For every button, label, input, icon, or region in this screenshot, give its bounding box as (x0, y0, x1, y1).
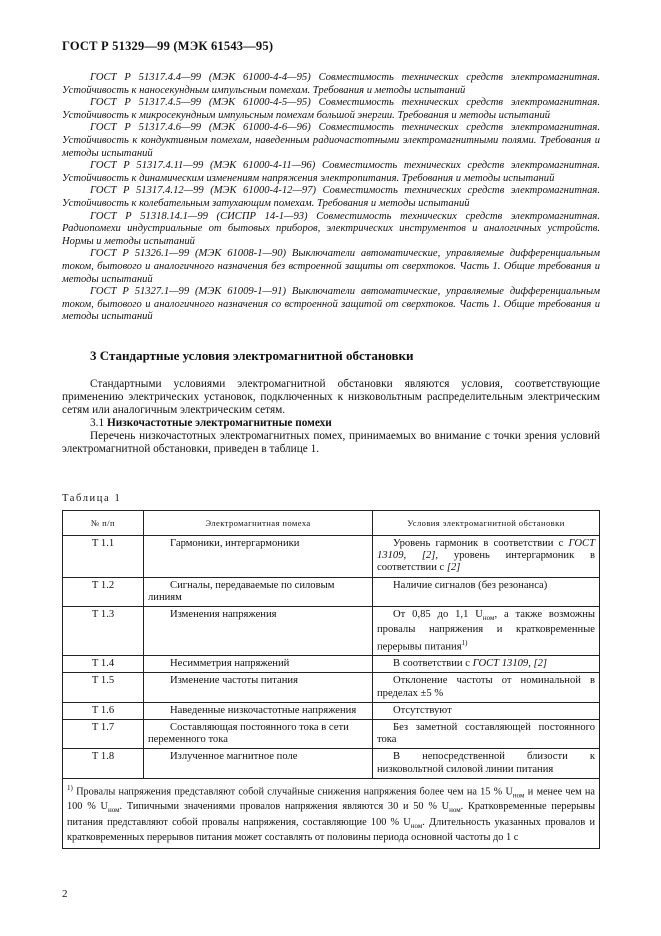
row-conditions: Наличие сигналов (без резонанса) (373, 577, 600, 606)
footnote-text: Провалы напряжения представляют собой случайные снижения напряжения более чем на 15 % U (72, 786, 513, 798)
footnote-subscript: ном (410, 821, 423, 830)
header-conditions: Условия электромагнитной обстановки (373, 511, 600, 536)
row-conditions (373, 607, 600, 656)
table-row (63, 702, 600, 719)
cond-text: Уровень гармоник в соответствии с (393, 538, 569, 549)
section-heading: 3 Стандартные условия электромагнитной обстановки (90, 348, 414, 363)
row-conditions: Отсутствуют (373, 702, 600, 719)
table-row (63, 656, 600, 673)
footnote-subscript: ном (107, 806, 120, 815)
row-disturbance: Несимметрия напряжений (144, 656, 373, 673)
reference-item: ГОСТ Р 51327.1—99 (МЭК 61009-1—91) Выключатели автоматические, управляемые дифференциальным током, бытового и аналогичного назначения со встроенной защитой от сверхтоков. Часть 1. Общие требования и методы испытаний (62, 286, 600, 323)
table-row (63, 673, 600, 702)
cond-text: , уровень интергармоник в соответствии с (377, 550, 595, 574)
reference-item: ГОСТ Р 51317.4.6—99 (МЭК 61000-4-6—96) Совместимость технических средств электромагнитная. Устойчивость к кондуктивным помехам, наведенным радиочастотными электромагнитными полями. Требования и методы испытаний (62, 122, 600, 159)
row-disturbance: Составляющая постоянного тока в сети переменного тока (144, 720, 373, 749)
table-row (63, 577, 600, 606)
row-disturbance: Изменение частоты питания (144, 673, 373, 702)
paragraph-table-ref: Перечень низкочастотных электромагнитных помех, принимаемых во внимание с точки зрения условий электромагнитной обстановки, приведен в таблице 1. (62, 430, 600, 455)
section-body (62, 378, 600, 456)
reference-item: ГОСТ Р 51317.4.5—99 (МЭК 61000-4-5—95) Совместимость технических средств электромагнитная. Устойчивость к микросекундным импульсным помехам большой энергии. Требования и методы испытаний (62, 97, 600, 121)
cond-ref: ГОСТ 13109, [2] (472, 658, 548, 670)
cond-ref: ГОСТ 13109, [2] (377, 538, 595, 562)
row-disturbance: Наведенные низкочастотные напряжения (144, 702, 373, 719)
reference-item: ГОСТ Р 51318.14.1—99 (СИСПР 14-1—93) Совместимость технических средств электромагнитная. Радиопомехи индустриальные от бытовых приборов, электрических инструментов и аналогичных устройств. Нормы и методы испытаний (62, 210, 600, 247)
cond-ref: [2] (446, 562, 461, 574)
row-disturbance: Изменения напряжения (144, 607, 373, 656)
disturbance-table (62, 510, 600, 849)
row-conditions: В непосредственной близости к низковольтной силовой линии питания (373, 749, 600, 778)
footnote-marker: 1) (461, 638, 468, 647)
footnote-subscript: ном (449, 806, 461, 815)
row-num: Т 1.7 (63, 720, 144, 749)
paragraph-intro: Стандартными условиями электромагнитной обстановки являются условия, соответствующие применению электрических установок, подключенных к низковольтным распределительным электрическим сетям или аналогичным электрическим сетям. (62, 378, 600, 416)
footnote-subscript: ном (512, 791, 525, 800)
reference-item: ГОСТ Р 51317.4.11—99 (МЭК 61000-4-11—96) Совместимость технических средств электромагнитная. Устойчивость к динамическим изменениям напряжения электропитания. Требования и методы испытаний (62, 160, 600, 184)
table-footnote-row (63, 778, 600, 848)
row-conditions (373, 536, 600, 578)
row-conditions: Отклонение частоты от номинальной в пределах ±5 % (373, 673, 600, 702)
footnote-text: и менее чем на 100 % U (67, 786, 595, 813)
row-disturbance: Сигналы, передаваемые по силовым линиям (144, 577, 373, 606)
table-row (63, 720, 600, 749)
page-header: ГОСТ Р 51329—99 (МЭК 61543—95) (62, 39, 274, 53)
reference-item: ГОСТ Р 51326.1—99 (МЭК 61008-1—90) Выключатели автоматические, управляемые дифференциальным током, бытового и аналогичного назначения без встроенной защиты от сверхтоков. Часть 1. Общие требования и методы испытаний (62, 248, 600, 285)
cond-text: В соответствии с (393, 658, 473, 670)
footnote-text: . Длительность указанных провалов и кратковременных перерывов питания может составлять от половины периода основной частоты до 1 с (67, 816, 595, 843)
row-num: Т 1.8 (63, 749, 144, 778)
subsection-title: Низкочастотные электромагнитные помехи (106, 417, 332, 429)
row-num: Т 1.4 (63, 656, 144, 673)
table-row (63, 536, 600, 578)
references-list (62, 72, 600, 324)
row-num: Т 1.1 (63, 536, 144, 578)
footnote-text: . Кратковременные перерывы питания представляют собой провалы напряжения, составляющие 100 % U (67, 801, 596, 828)
table-row (63, 607, 600, 656)
row-num: Т 1.5 (63, 673, 144, 702)
row-disturbance: Излученное магнитное поле (144, 749, 373, 778)
table-row (63, 749, 600, 778)
reference-item: ГОСТ Р 51317.4.12—99 (МЭК 61000-4-12—97) Совместимость технических средств электромагнитная. Устойчивость к колебательным затухающим помехам. Требования и методы испытаний (62, 185, 600, 209)
footnote-marker: 1) (67, 783, 73, 792)
table-header-row (63, 511, 600, 536)
header-num: № п/п (63, 511, 144, 536)
header-disturbance: Электромагнитная помеха (144, 511, 373, 536)
subsection-number: 3.1 (90, 417, 105, 429)
page-number: 2 (62, 888, 68, 900)
reference-item: ГОСТ Р 51317.4.4—99 (МЭК 61000-4-4—95) Совместимость технических средств электромагнитная. Устойчивость к наносекундным импульсным помехам. Требования и методы испытаний (62, 72, 600, 96)
row-num: Т 1.6 (63, 702, 144, 719)
row-num: Т 1.3 (63, 607, 144, 656)
footnote-text: . Типичными значениями провалов напряжения являются 30 и 50 % U (119, 801, 450, 813)
row-num: Т 1.2 (63, 577, 144, 606)
row-conditions: Без заметной составляющей постоянного тока (373, 720, 600, 749)
row-disturbance: Гармоники, интергармоники (144, 536, 373, 578)
cond-text: От 0,85 до 1,1 U (393, 609, 483, 621)
table-caption: Таблица 1 (62, 493, 122, 504)
cond-subscript: ном (482, 614, 495, 623)
table-footnote (63, 778, 600, 848)
cond-text: , а также возможны провалы напряжения и кратковременные перерывы питания (377, 609, 595, 653)
subsection-heading (62, 417, 600, 430)
row-conditions (373, 656, 600, 673)
